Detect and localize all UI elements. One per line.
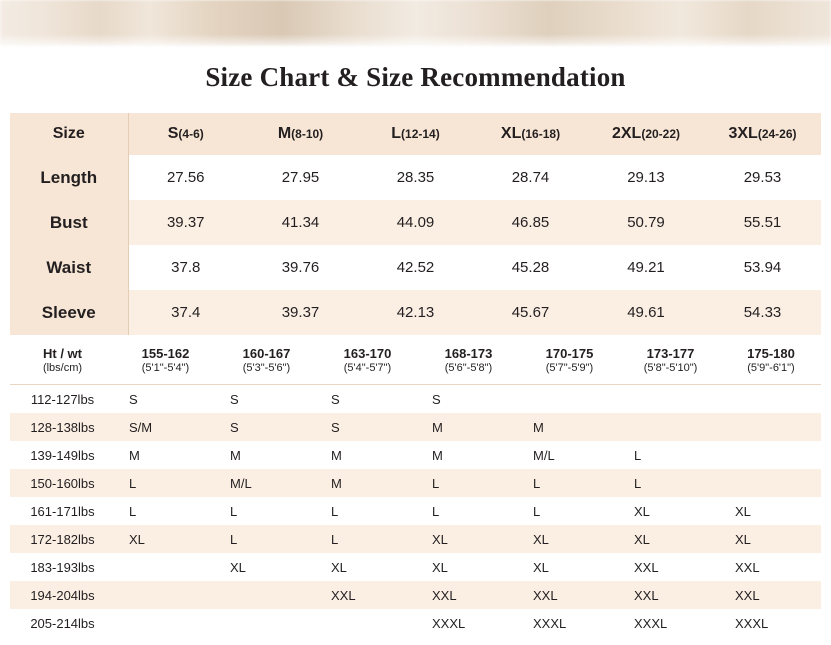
- recommendation-cell: L: [115, 469, 216, 497]
- recommendation-corner-cell: [10, 336, 115, 385]
- size-chart-row: [10, 290, 821, 335]
- size-chart-cell: 49.61: [588, 290, 704, 335]
- size-chart-row: [10, 200, 821, 245]
- recommendation-cell: XXL: [519, 581, 620, 609]
- size-chart-header-label: S: [167, 125, 179, 142]
- size-chart-cell: 39.37: [243, 290, 358, 335]
- size-chart-cell: 42.52: [358, 245, 473, 290]
- recommendation-cell: L: [216, 497, 317, 525]
- recommendation-cell: [721, 469, 821, 497]
- recommendation-cell: M: [418, 441, 519, 469]
- size-chart-header-sub: (24-26): [757, 127, 797, 141]
- size-chart-cell: 39.76: [243, 245, 358, 290]
- recommendation-header-label: 170-175: [545, 346, 594, 361]
- recommendation-row: [10, 525, 821, 553]
- recommendation-cell: L: [519, 497, 620, 525]
- recommendation-header-sub: (5'4"-5'7"): [343, 362, 392, 374]
- size-chart-cell: 44.09: [358, 200, 473, 245]
- size-chart-cell: 45.67: [473, 290, 588, 335]
- recommendation-cell: XXL: [418, 581, 519, 609]
- recommendation-weight-label: 150-160lbs: [10, 469, 115, 497]
- recommendation-cell: L: [418, 497, 519, 525]
- recommendation-weight-label: 183-193lbs: [10, 553, 115, 581]
- recommendation-cell: XXXL: [721, 609, 821, 637]
- recommendation-corner-sub: (lbs/cm): [42, 362, 83, 374]
- recommendation-cell: XL: [317, 553, 418, 581]
- size-chart-header-sub: (20-22): [641, 127, 681, 141]
- recommendation-cell: XL: [721, 497, 821, 525]
- size-chart-header-cell: [10, 113, 128, 155]
- recommendation-header-label: 160-167: [242, 346, 291, 361]
- recommendation-header-cell: [418, 336, 519, 385]
- recommendation-cell: XL: [115, 525, 216, 553]
- recommendation-cell: L: [418, 469, 519, 497]
- size-chart-cell: 37.4: [128, 290, 243, 335]
- size-chart-row: [10, 155, 821, 200]
- size-chart-row-label: Length: [10, 155, 128, 200]
- recommendation-cell: [115, 553, 216, 581]
- recommendation-header-sub: (5'8"-5'10"): [643, 362, 698, 374]
- recommendation-cell: XXXL: [620, 609, 721, 637]
- size-chart-header-cell: [243, 113, 358, 155]
- recommendation-header-label: 173-177: [646, 346, 695, 361]
- recommendation-cell: L: [620, 441, 721, 469]
- size-chart-cell: 42.13: [358, 290, 473, 335]
- recommendation-cell: [216, 581, 317, 609]
- recommendation-cell: [721, 385, 821, 414]
- size-chart-cell: 39.37: [128, 200, 243, 245]
- recommendation-cell: L: [317, 525, 418, 553]
- recommendation-cell: M/L: [216, 469, 317, 497]
- size-chart-cell: 46.85: [473, 200, 588, 245]
- recommendation-cell: XXL: [620, 581, 721, 609]
- size-chart-header-sub: (12-14): [401, 127, 440, 141]
- size-chart-row-label: Bust: [10, 200, 128, 245]
- recommendation-cell: M: [317, 469, 418, 497]
- size-chart-row-label: Waist: [10, 245, 128, 290]
- recommendation-cell: XL: [620, 497, 721, 525]
- size-chart-header-cell: [588, 113, 704, 155]
- recommendation-header-cell: [115, 336, 216, 385]
- size-chart-header-label: M: [277, 125, 292, 142]
- recommendation-header-cell: [216, 336, 317, 385]
- recommendation-cell: M: [317, 441, 418, 469]
- recommendation-weight-label: 112-127lbs: [10, 385, 115, 414]
- recommendation-weight-label: 139-149lbs: [10, 441, 115, 469]
- recommendation-cell: M: [216, 441, 317, 469]
- recommendation-cell: [216, 609, 317, 637]
- recommendation-header-sub: (5'9"-6'1"): [747, 362, 795, 374]
- recommendation-cell: [519, 385, 620, 414]
- recommendation-weight-label: 205-214lbs: [10, 609, 115, 637]
- recommendation-cell: [721, 413, 821, 441]
- recommendation-weight-label: 161-171lbs: [10, 497, 115, 525]
- size-chart-cell: 37.8: [128, 245, 243, 290]
- recommendation-cell: S: [418, 385, 519, 414]
- size-chart-header-label: L: [391, 125, 402, 142]
- recommendation-cell: L: [115, 497, 216, 525]
- size-chart-header-cell: [128, 113, 243, 155]
- recommendation-cell: XXL: [317, 581, 418, 609]
- recommendation-header-cell: [620, 336, 721, 385]
- recommendation-cell: [317, 609, 418, 637]
- size-chart-row: [10, 245, 821, 290]
- recommendation-header-label: 175-180: [747, 346, 795, 361]
- size-chart-header-label: XL: [500, 125, 522, 142]
- recommendation-cell: XL: [418, 525, 519, 553]
- size-chart-header-label: Size: [52, 125, 85, 142]
- recommendation-row: [10, 413, 821, 441]
- recommendation-cell: M/L: [519, 441, 620, 469]
- size-chart-cell: 27.95: [243, 155, 358, 200]
- recommendation-cell: XL: [418, 553, 519, 581]
- recommendation-cell: S: [317, 385, 418, 414]
- recommendation-cell: L: [519, 469, 620, 497]
- size-chart-table: [10, 113, 822, 335]
- recommendation-cell: S/M: [115, 413, 216, 441]
- recommendation-header-sub: (5'7"-5'9"): [545, 362, 594, 374]
- recommendation-cell: S: [317, 413, 418, 441]
- recommendation-cell: [620, 413, 721, 441]
- size-chart-cell: 28.35: [358, 155, 473, 200]
- recommendation-cell: XXL: [721, 581, 821, 609]
- recommendation-header-sub: (5'1"-5'4"): [141, 362, 190, 374]
- size-recommendation-table: [10, 336, 821, 637]
- recommendation-weight-label: 194-204lbs: [10, 581, 115, 609]
- recommendation-header-cell: [721, 336, 821, 385]
- recommendation-corner-label: Ht / wt: [43, 346, 82, 361]
- recommendation-cell: M: [115, 441, 216, 469]
- recommendation-row: [10, 441, 821, 469]
- size-chart-cell: 45.28: [473, 245, 588, 290]
- size-chart-header-label: 2XL: [611, 125, 642, 142]
- recommendation-header-sub: (5'3"-5'6"): [242, 362, 291, 374]
- recommendation-row: [10, 581, 821, 609]
- recommendation-row: [10, 469, 821, 497]
- recommendation-cell: [115, 609, 216, 637]
- size-chart-header-row: [10, 113, 821, 155]
- size-chart-row-label: Sleeve: [10, 290, 128, 335]
- recommendation-cell: S: [216, 413, 317, 441]
- size-chart-header-sub: (16-18): [521, 127, 561, 141]
- recommendation-cell: M: [418, 413, 519, 441]
- recommendation-header-cell: [317, 336, 418, 385]
- size-chart-cell: 29.53: [704, 155, 821, 200]
- recommendation-row: [10, 385, 821, 414]
- size-chart-header-label: 3XL: [728, 125, 758, 142]
- size-chart-cell: 53.94: [704, 245, 821, 290]
- recommendation-cell: XXXL: [418, 609, 519, 637]
- recommendation-cell: XL: [721, 525, 821, 553]
- recommendation-cell: [115, 581, 216, 609]
- recommendation-cell: S: [115, 385, 216, 414]
- size-chart-cell: 55.51: [704, 200, 821, 245]
- recommendation-cell: S: [216, 385, 317, 414]
- recommendation-cell: M: [519, 413, 620, 441]
- size-chart-cell: 50.79: [588, 200, 704, 245]
- size-chart-cell: 49.21: [588, 245, 704, 290]
- size-chart-cell: 41.34: [243, 200, 358, 245]
- recommendation-row: [10, 553, 821, 581]
- recommendation-cell: [721, 441, 821, 469]
- recommendation-header-row: [10, 336, 821, 385]
- size-chart-header-cell: [473, 113, 588, 155]
- recommendation-header-label: 155-162: [141, 346, 190, 361]
- recommendation-row: [10, 609, 821, 637]
- recommendation-cell: L: [216, 525, 317, 553]
- recommendation-row: [10, 497, 821, 525]
- size-chart-cell: 54.33: [704, 290, 821, 335]
- recommendation-cell: XXL: [620, 553, 721, 581]
- recommendation-header-sub: (5'6"-5'8"): [444, 362, 493, 374]
- recommendation-cell: L: [620, 469, 721, 497]
- recommendation-header-cell: [519, 336, 620, 385]
- recommendation-weight-label: 172-182lbs: [10, 525, 115, 553]
- page-title: Size Chart & Size Recommendation: [205, 62, 626, 92]
- size-chart-cell: 29.13: [588, 155, 704, 200]
- recommendation-cell: L: [317, 497, 418, 525]
- photo-band-fade: [0, 34, 831, 50]
- size-chart-header-cell: [358, 113, 473, 155]
- size-chart-cell: 28.74: [473, 155, 588, 200]
- recommendation-cell: XXXL: [519, 609, 620, 637]
- recommendation-cell: [620, 385, 721, 414]
- recommendation-cell: XL: [519, 525, 620, 553]
- recommendation-cell: XL: [519, 553, 620, 581]
- recommendation-cell: XL: [216, 553, 317, 581]
- recommendation-header-label: 163-170: [343, 346, 392, 361]
- recommendation-cell: XL: [620, 525, 721, 553]
- recommendation-cell: XXL: [721, 553, 821, 581]
- size-chart-header-sub: (8-10): [291, 127, 324, 141]
- recommendation-header-label: 168-173: [444, 346, 493, 361]
- recommendation-weight-label: 128-138lbs: [10, 413, 115, 441]
- size-chart-cell: 27.56: [128, 155, 243, 200]
- size-chart-header-cell: [704, 113, 821, 155]
- size-chart-header-sub: (4-6): [178, 127, 204, 141]
